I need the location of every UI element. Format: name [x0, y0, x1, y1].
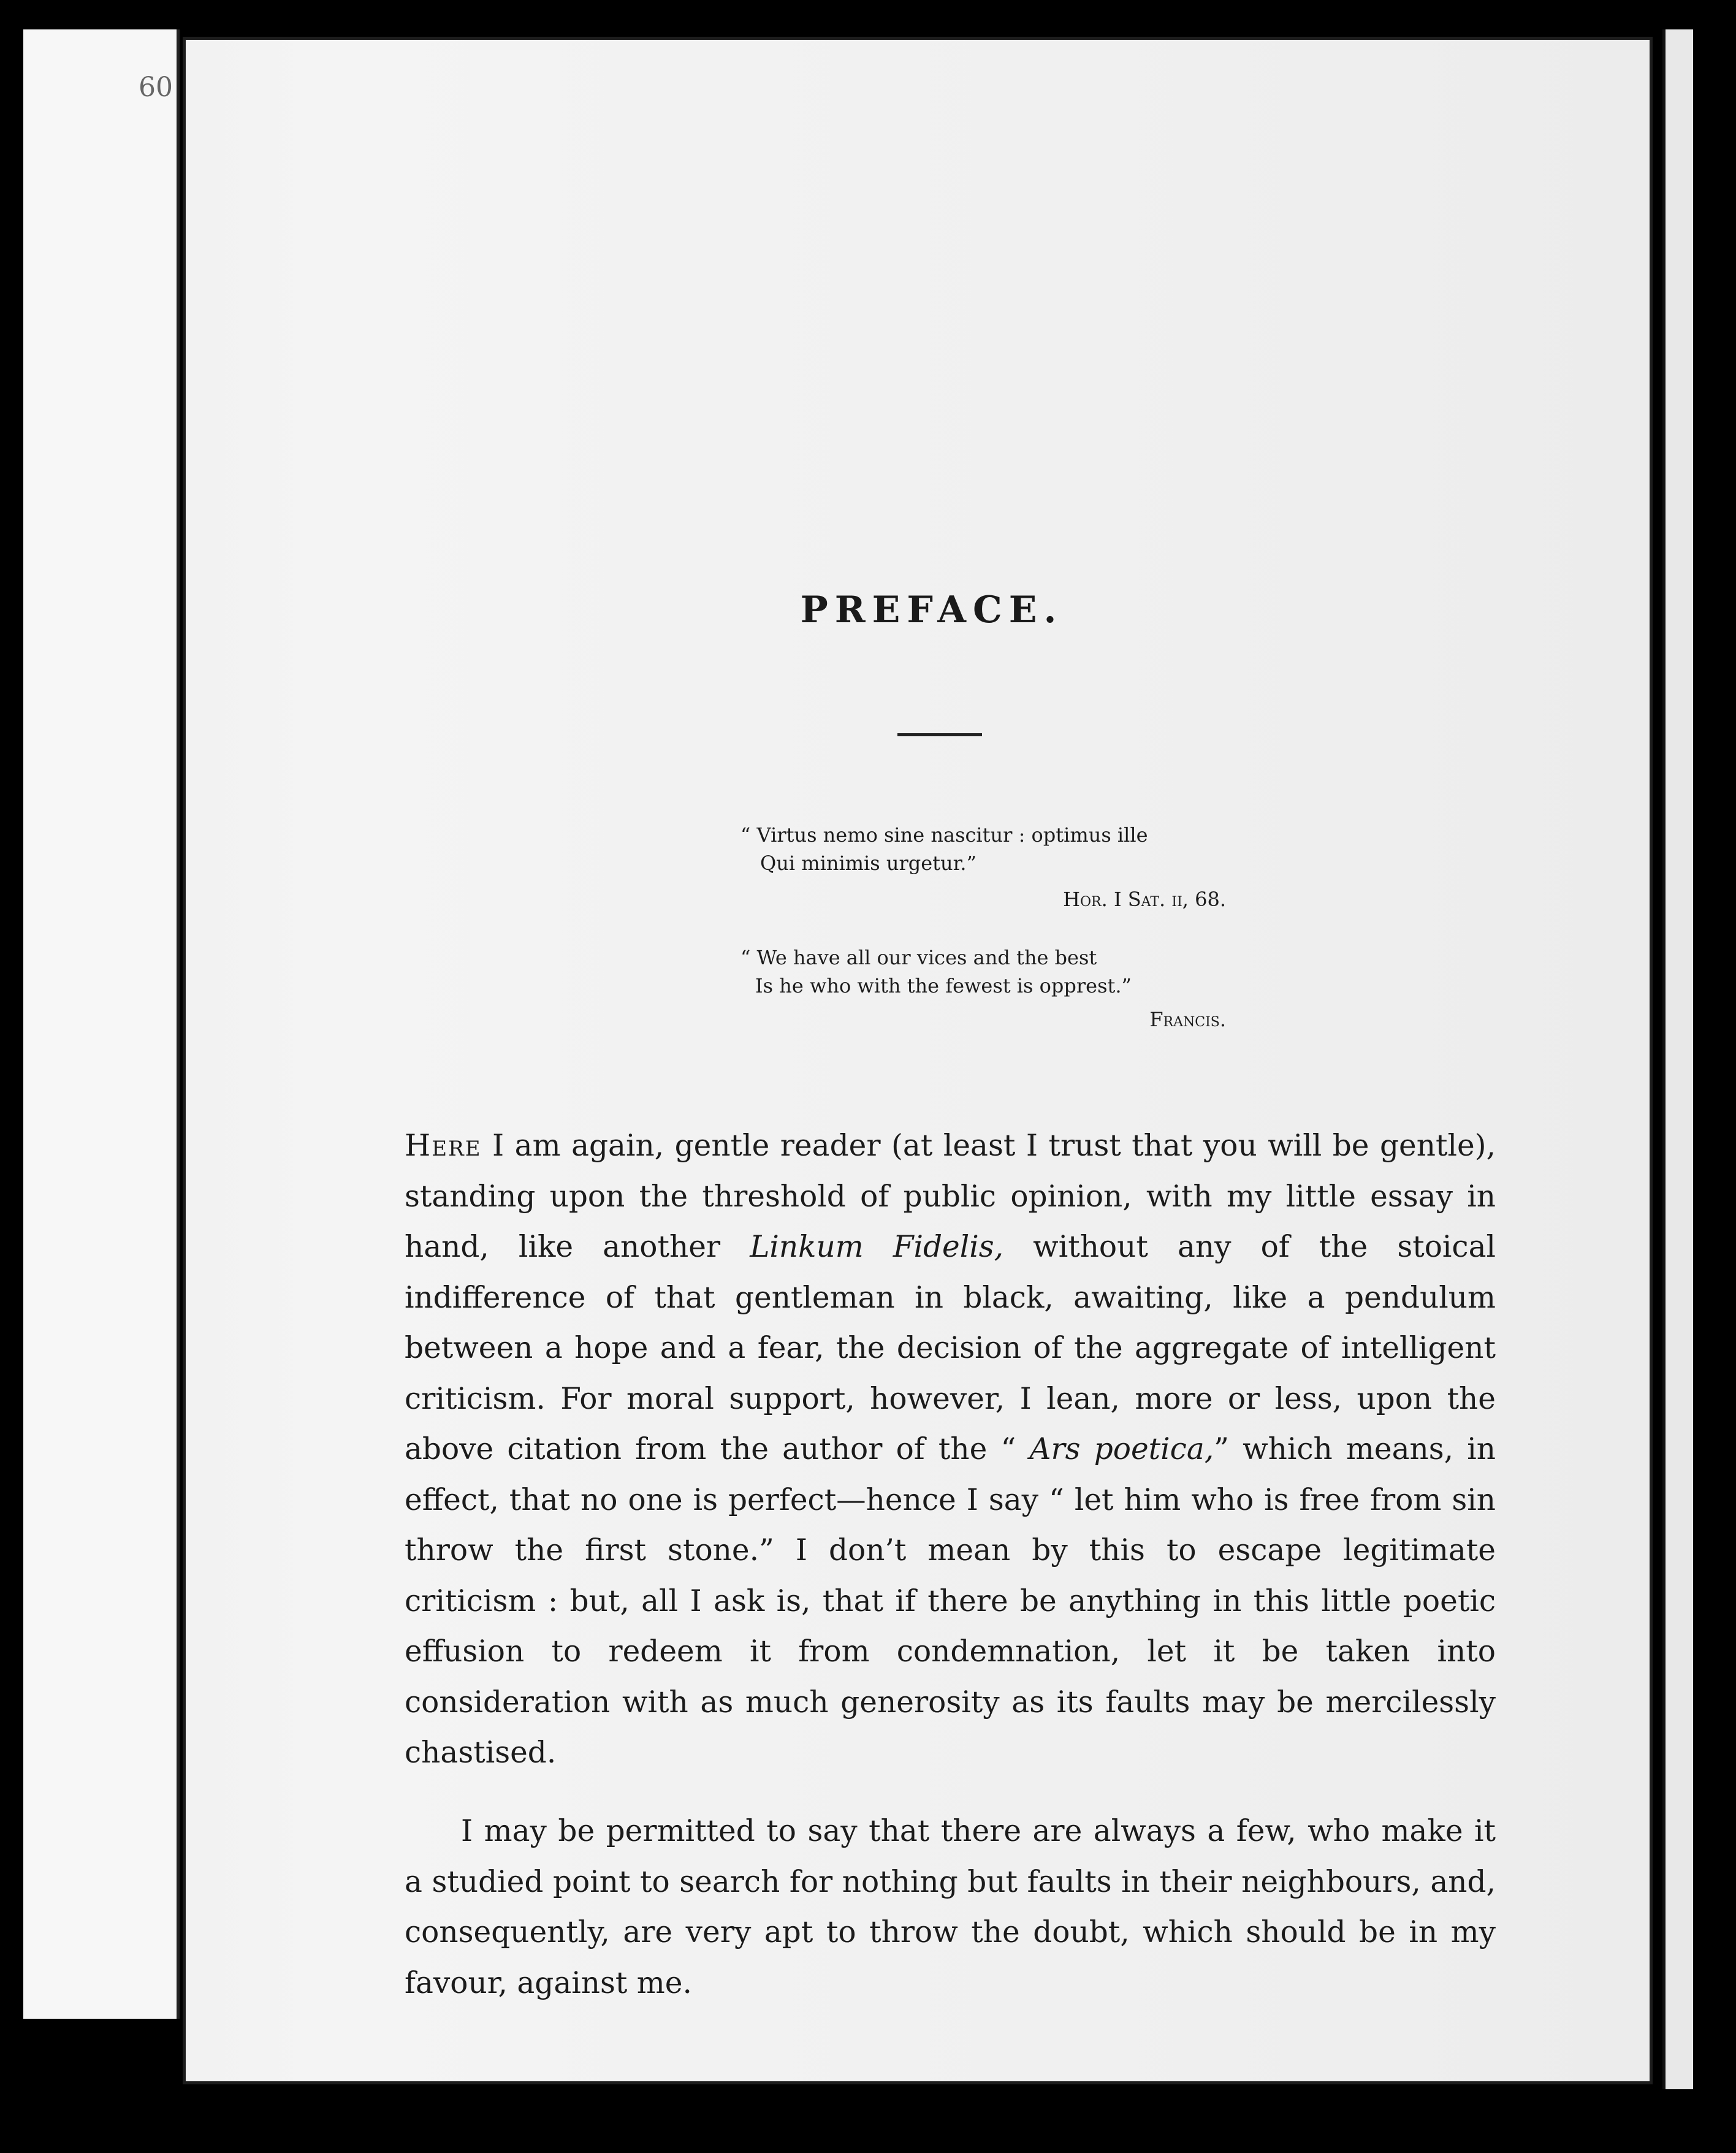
spine-edge [177, 29, 179, 2019]
flyleaf-strip [23, 29, 180, 2019]
paragraph-1-italic-linkum: Linkum Fidelis, [750, 1230, 1004, 1264]
epigraph-latin-line-1: “ Virtus nemo sine nascitur : optimus ille [740, 823, 1148, 847]
paragraph-1-text-c: ” which means, in effect, that no one is perfect—hence I say “ let him who is free from sin throw the first stone.” I don’t mean by this to escape legitimate criticism : but, all I ask is, that if there be anything in this little poetic effusion to redeem it from condemnation, let it be taken into consideration with as much generosity as its faults may be mercilessly chastised. [405, 1432, 1496, 1770]
epigraph-english-line-1: “ We have all our vices and the best [740, 946, 1097, 969]
paragraph-1-text-a: I am again, gentle reader (at least I trust that you will be gentle), standing upon the threshold of public opinion, with my little essay in hand, like another [405, 1129, 1496, 1264]
pencil-page-number: 60 [139, 72, 173, 103]
page-title: PREFACE. [800, 589, 1064, 631]
epigraph-english-attribution: Francis. [1149, 1008, 1226, 1031]
paragraph-1-italic-ars-poetica: Ars poetica, [1029, 1432, 1214, 1466]
page-right-edge [1662, 29, 1693, 2089]
paragraph-1-text-b: without any of the stoical indifference of that gentleman in black, awaiting, like a pendulum between a hope and a fear, the decision of the aggregate of intelligent criticism. For moral support, however, I lean, more or less, upon the above citation from the author of the “ [405, 1230, 1496, 1466]
preface-paragraph-1 [405, 1121, 1496, 1778]
preface-paragraph-2: I may be permitted to say that there are always a few, who make it a studied point to search for nothing but faults in their neighbours, and, consequently, are very apt to throw the doubt, which should be in my favour, against me. [405, 1814, 1496, 2000]
epigraph-latin-attribution: Hor. I Sat. ii, 68. [1063, 888, 1226, 911]
epigraph-english-line-2: Is he who with the fewest is opprest.” [755, 974, 1132, 997]
epigraph-latin-line-2: Qui minimis urgetur.” [760, 852, 976, 875]
title-rule [897, 733, 982, 736]
paragraph-lead-word: Here [405, 1129, 482, 1163]
